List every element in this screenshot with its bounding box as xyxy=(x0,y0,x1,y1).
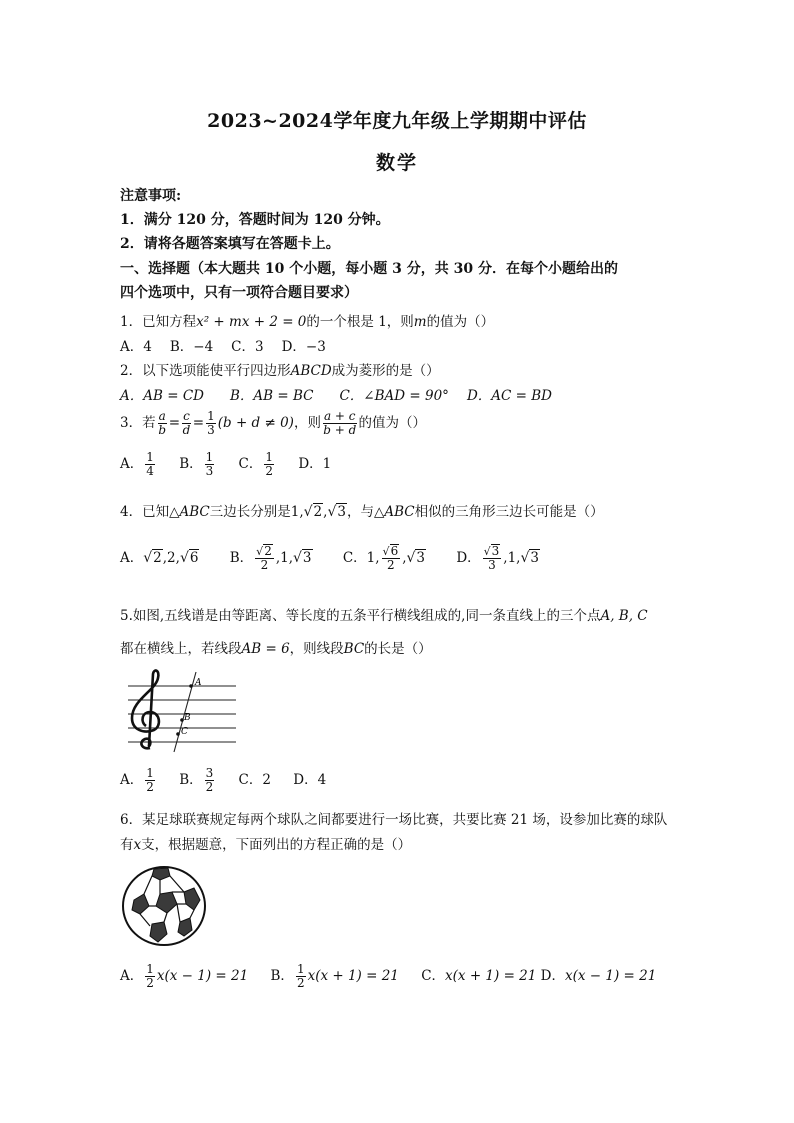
label-a: A xyxy=(195,678,202,688)
label-b: B xyxy=(184,713,191,723)
treble-clef-icon xyxy=(132,671,159,749)
q1-option-a[interactable]: A．4 xyxy=(120,339,152,355)
q2-option-c[interactable]: C．∠BAD = 90° xyxy=(339,388,449,404)
section-heading-line-1: 一、选择题（本大题共 10 个小题，每小题 3 分，共 30 分．在每个小题给出的 xyxy=(120,261,618,277)
q6-option-a[interactable]: A． $\frac{1}{2}$ x(x − 1) = 21 xyxy=(120,962,249,990)
q4-option-c[interactable]: C．1, $\frac{√6}{2}$ ,√3 xyxy=(342,544,426,572)
staff-figure xyxy=(120,668,240,754)
question-1: 1．已知方程x² + mx + 2 = 0的一个根是 1，则m的值为（） xyxy=(120,314,495,330)
q3-option-d[interactable]: D．1 xyxy=(298,456,332,472)
soccer-ball-icon xyxy=(120,864,208,948)
q6-option-d[interactable]: D．x(x − 1) = 21 xyxy=(540,968,657,984)
q3-option-b[interactable]: B． $\frac{1}{3}$ xyxy=(179,450,214,478)
question-6-line-2: 有x支，根据题意，下面列出的方程正确的是（） xyxy=(120,837,412,853)
question-1-options xyxy=(120,335,326,355)
q5-option-a[interactable]: A． $\frac{1}{2}$ xyxy=(120,766,154,794)
question-6-line-1: 6．某足球联赛规定每两个球队之间都要进行一场比赛，共要比赛 21 场，设参加比赛的球队 xyxy=(120,812,668,828)
q3-fraction-c-d: $\frac{c}{d}$ xyxy=(182,409,191,437)
q4-option-d[interactable]: D． $\frac{√3}{3}$ ,1,√3 xyxy=(456,544,539,572)
q6-option-c[interactable]: C．x(x + 1) = 21 xyxy=(421,968,537,984)
question-5-line-2: 都在横线上，若线段AB = 6，则线段BC的长是（） xyxy=(120,641,432,657)
q3-option-c[interactable]: C． $\frac{1}{2}$ xyxy=(238,450,274,478)
point-a xyxy=(189,684,193,688)
q2-option-a[interactable]: A．AB = CD xyxy=(120,388,204,404)
question-2-options xyxy=(120,384,552,404)
note-item-1: 1．满分 120 分，答题时间为 120 分钟。 xyxy=(120,212,390,228)
q6-option-b[interactable]: B． $\frac{1}{2}$ x(x + 1) = 21 xyxy=(270,962,399,990)
note-item-2: 2．请将各题答案填写在答题卡上。 xyxy=(120,236,340,252)
exam-subject: 数学 xyxy=(375,152,418,174)
q5-option-b[interactable]: B． $\frac{3}{2}$ xyxy=(179,766,214,794)
q5-option-c[interactable]: C．2 xyxy=(238,772,271,788)
question-4: 4．已知△ABC三边长分别是1,√2,√3，与△ABC相似的三角形三边长可能是（） xyxy=(120,504,604,520)
exam-title: 2023~2024学年度九年级上学期期中评估 xyxy=(207,110,587,132)
section-heading-line-2: 四个选项中，只有一项符合题目要求） xyxy=(120,285,358,301)
notes-heading: 注意事项: xyxy=(120,188,182,204)
question-5-options xyxy=(120,767,326,794)
question-3-options xyxy=(120,451,331,478)
q3-fraction-a-b: $\frac{a}{b}$ xyxy=(158,409,167,437)
q4-option-a[interactable]: A．√2,2,√6 xyxy=(120,549,199,566)
q1-option-c[interactable]: C．3 xyxy=(231,339,264,355)
question-4-options xyxy=(120,544,540,572)
q3-fraction-one-third: $\frac{1}{3}$ xyxy=(207,409,215,437)
question-6-options xyxy=(120,963,656,990)
label-c: C xyxy=(181,727,188,737)
q1-equation: x² + mx + 2 = 0 xyxy=(196,314,307,330)
question-2: 2．以下选项能使平行四边形ABCD成为菱形的是（） xyxy=(120,363,440,379)
q3-option-a[interactable]: A． $\frac{1}{4}$ xyxy=(120,450,154,478)
question-3: 3．若 $\frac{a}{b}$ = $\frac{c}{d}$ = $\frac{1}{3}$ (b + d ≠ 0)，则 $\frac{a + c}{b + d}$ 的值为（） xyxy=(120,409,427,437)
q1-option-b[interactable]: B．−4 xyxy=(169,339,214,355)
q1-option-d[interactable]: D．−3 xyxy=(281,339,326,355)
point-c xyxy=(176,732,180,736)
q4-option-b[interactable]: B． $\frac{√2}{2}$ ,1,√3 xyxy=(229,544,312,572)
question-5-line-1: 5.如图,五线谱是由等距离、等长度的五条平行横线组成的,同一条直线上的三个点A, B, C xyxy=(120,608,648,624)
q3-fraction-target: $\frac{a + c}{b + d}$ xyxy=(323,409,357,437)
q5-option-d[interactable]: D．4 xyxy=(293,772,327,788)
q2-option-b[interactable]: B．AB = BC xyxy=(229,388,314,404)
transversal-line xyxy=(174,672,196,752)
q2-option-d[interactable]: D．AC = BD xyxy=(466,388,552,404)
